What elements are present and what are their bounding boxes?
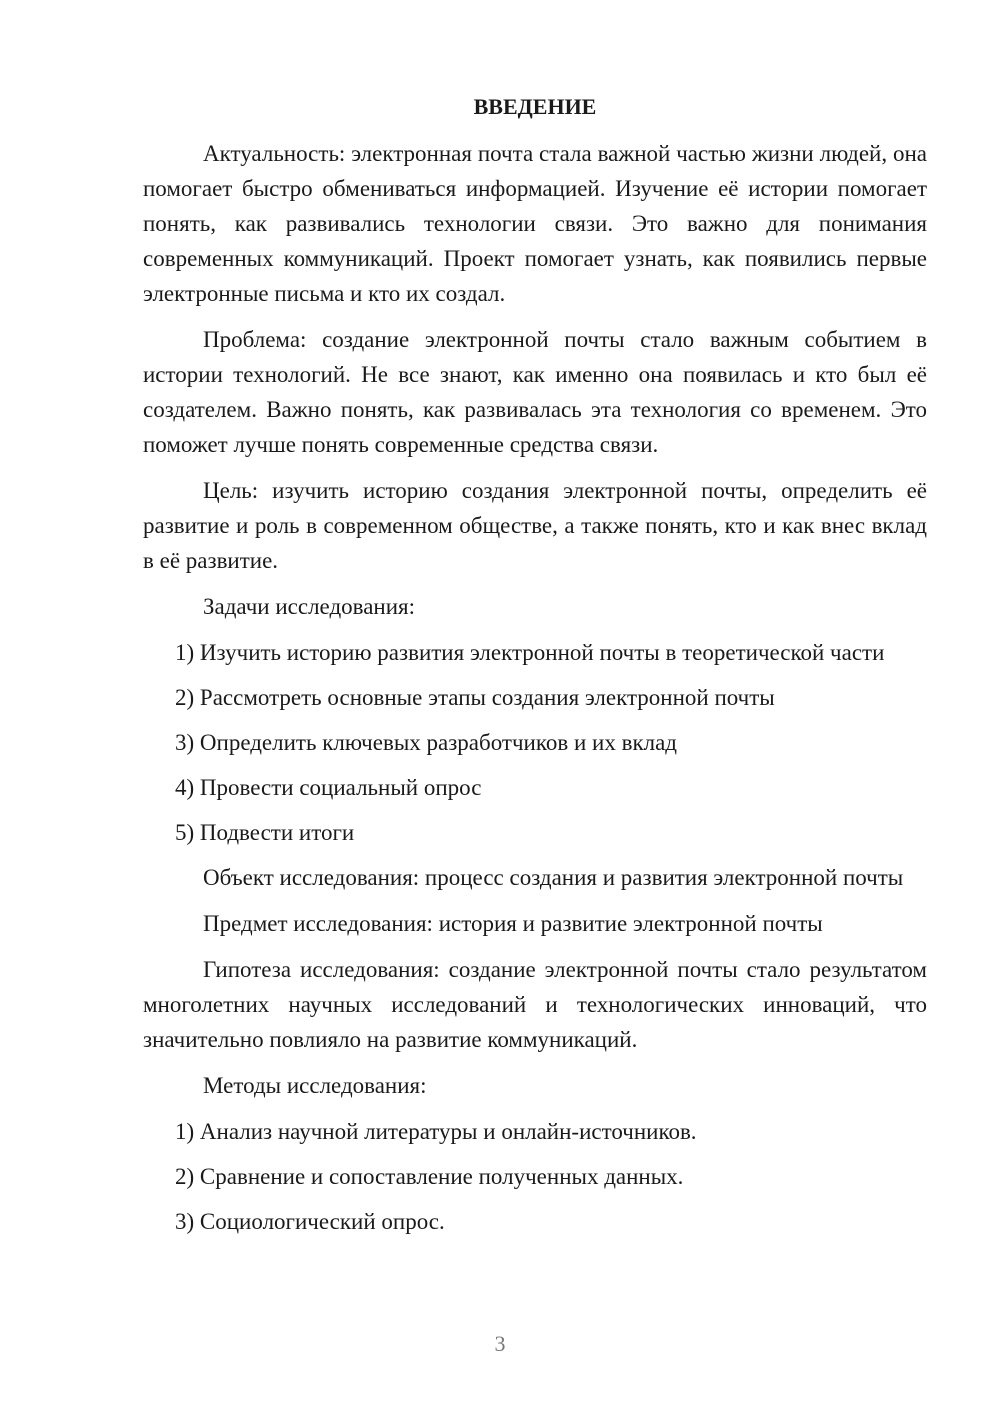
page-number: 3	[494, 1331, 506, 1356]
object-paragraph: Объект исследования: процесс создания и развития электронной почты	[203, 865, 904, 890]
method-item: 3) Социологический опрос.	[175, 1209, 445, 1234]
goal-paragraph: Цель: изучить историю создания электронной почты, определить её развитие и роль в современном обществе, а также понять, кто и как внес вклад в её развитие.	[143, 478, 927, 573]
problem-paragraph: Проблема: создание электронной почты стало важным событием в истории технологий. Не все знают, как именно она появилась и кто был её создателем. Важно понять, как развивалась эта технология со временем. Это поможет лучше понять современные средства связи.	[143, 327, 927, 457]
tasks-heading: Задачи исследования:	[203, 594, 416, 619]
section-title: ВВЕДЕНИЕ	[473, 94, 597, 119]
method-item: 1) Анализ научной литературы и онлайн-источников.	[175, 1119, 697, 1144]
document-page	[143, 92, 927, 1249]
relevance-paragraph: Актуальность: электронная почта стала важной частью жизни людей, она помогает быстро обмениваться информацией. Изучение её истории помогает понять, как развивались технологии связи. Это важно для понимания современных коммуникаций. Проект помогает узнать, как появились первые электронные письма и кто их создал.	[143, 141, 927, 306]
task-item: 1) Изучить историю развития электронной почты в теоретической части	[175, 640, 885, 665]
subject-paragraph: Предмет исследования: история и развитие электронной почты	[203, 911, 823, 936]
method-item: 2) Сравнение и сопоставление полученных данных.	[175, 1164, 684, 1189]
task-item: 4) Провести социальный опрос	[175, 775, 482, 800]
task-item: 3) Определить ключевых разработчиков и их вклад	[175, 730, 678, 755]
task-item: 5) Подвести итоги	[175, 820, 355, 845]
methods-heading: Методы исследования:	[203, 1073, 427, 1098]
hypothesis-paragraph: Гипотеза исследования: создание электронной почты стало результатом многолетних научных исследований и технологических инноваций, что значительно повлияло на развитие коммуникаций.	[143, 957, 927, 1052]
task-item: 2) Рассмотреть основные этапы создания электронной почты	[175, 685, 775, 710]
